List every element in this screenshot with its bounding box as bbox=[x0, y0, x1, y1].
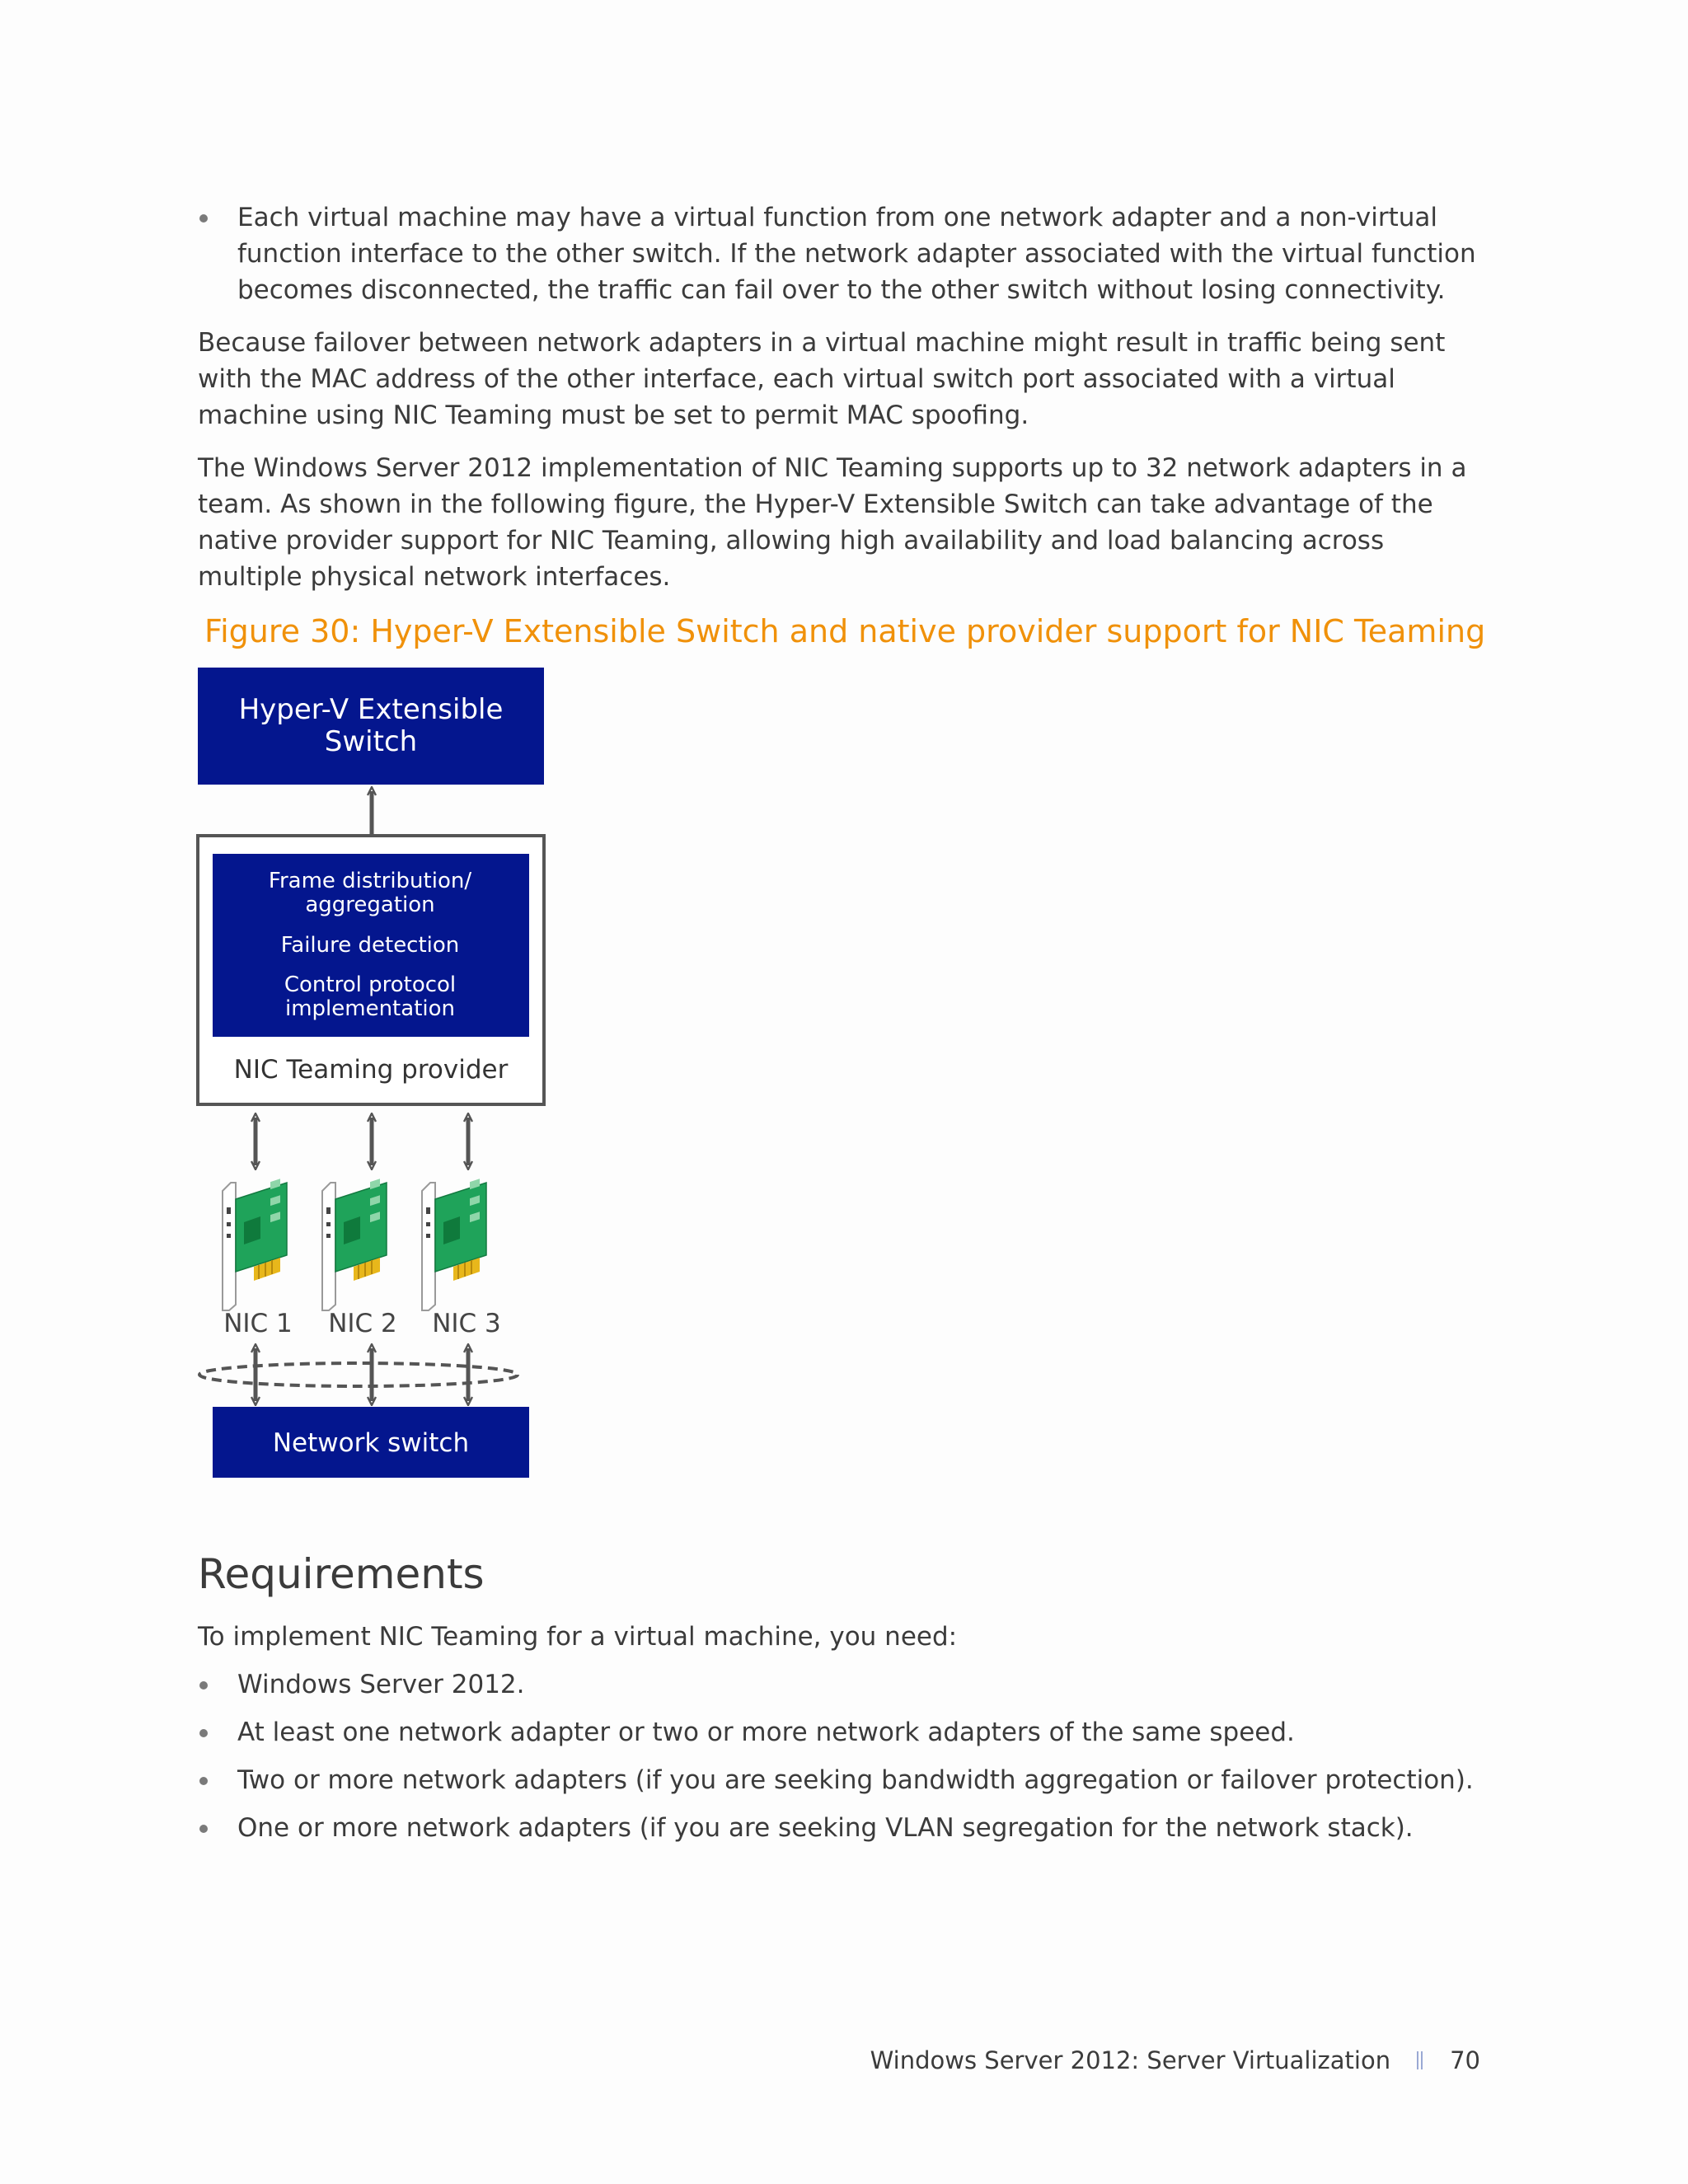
requirement-item: At least one network adapter or two or more network adapters of the same speed. bbox=[198, 1714, 1484, 1750]
footer-separator bbox=[1417, 2051, 1423, 2069]
requirement-item: Two or more network adapters (if you are seeking bandwidth aggregation or failover protection). bbox=[198, 1762, 1484, 1798]
function-frame-distribution-line2: aggregation bbox=[305, 893, 435, 917]
footer-document-title: Windows Server 2012: Server Virtualization bbox=[870, 2046, 1391, 2074]
paragraph-nic-teaming-support: The Windows Server 2012 implementation of NIC Teaming supports up to 32 network adapters in a team. As shown in the following figure, the Hyper-V Extensible Switch can take advantage of the native provider support for NIC Teaming, allowing high availability and load balancing across multiple physical network interfaces. bbox=[198, 453, 1467, 592]
footer-page-number: 70 bbox=[1450, 2046, 1480, 2074]
nic1-label: NIC 1 bbox=[223, 1309, 293, 1338]
function-failure-detection: Failure detection bbox=[280, 933, 460, 958]
requirements-list bbox=[198, 1666, 1484, 1858]
network-switch-label: Network switch bbox=[272, 1428, 470, 1458]
figure-caption: Figure 30: Hyper-V Extensible Switch and native provider support for NIC Teaming bbox=[204, 613, 1486, 649]
nic2-label: NIC 2 bbox=[328, 1309, 397, 1338]
nic1-card-icon bbox=[223, 1179, 287, 1310]
paragraph-mac-spoofing: Because failover between network adapters in a virtual machine might result in traffic being sent with the MAC address of the other interface, each virtual switch port associated with a virtual machine using NIC Teaming must be set to permit MAC spoofing. bbox=[198, 328, 1446, 430]
intro-bullet-item: Each virtual machine may have a virtual function from one network adapter and a non-virtual function interface to the other switch. If the network adapter associated with the virtual function becomes disconnected, the traffic can fail over to the other switch without losing connectivity. bbox=[198, 199, 1484, 308]
requirement-item: Windows Server 2012. bbox=[198, 1666, 1484, 1703]
nic3-card-icon bbox=[422, 1179, 486, 1310]
function-control-protocol-line1: Control protocol bbox=[284, 972, 457, 997]
function-control-protocol-line2: implementation bbox=[284, 996, 456, 1021]
requirements-intro: To implement NIC Teaming for a virtual machine, you need: bbox=[198, 1622, 958, 1652]
requirement-item: One or more network adapters (if you are seeking VLAN segregation for the network stack). bbox=[198, 1810, 1484, 1846]
provider-label: NIC Teaming provider bbox=[233, 1055, 509, 1085]
function-frame-distribution-line1: Frame distribution/ bbox=[268, 869, 472, 893]
requirements-heading: Requirements bbox=[198, 1550, 485, 1598]
nic3-label: NIC 3 bbox=[432, 1309, 501, 1338]
hyperv-switch-label-line1: Hyper-V Extensible bbox=[238, 693, 504, 726]
hyperv-switch-label-line2: Switch bbox=[324, 725, 418, 758]
page-footer bbox=[870, 2042, 1480, 2079]
nic2-card-icon bbox=[322, 1179, 387, 1310]
